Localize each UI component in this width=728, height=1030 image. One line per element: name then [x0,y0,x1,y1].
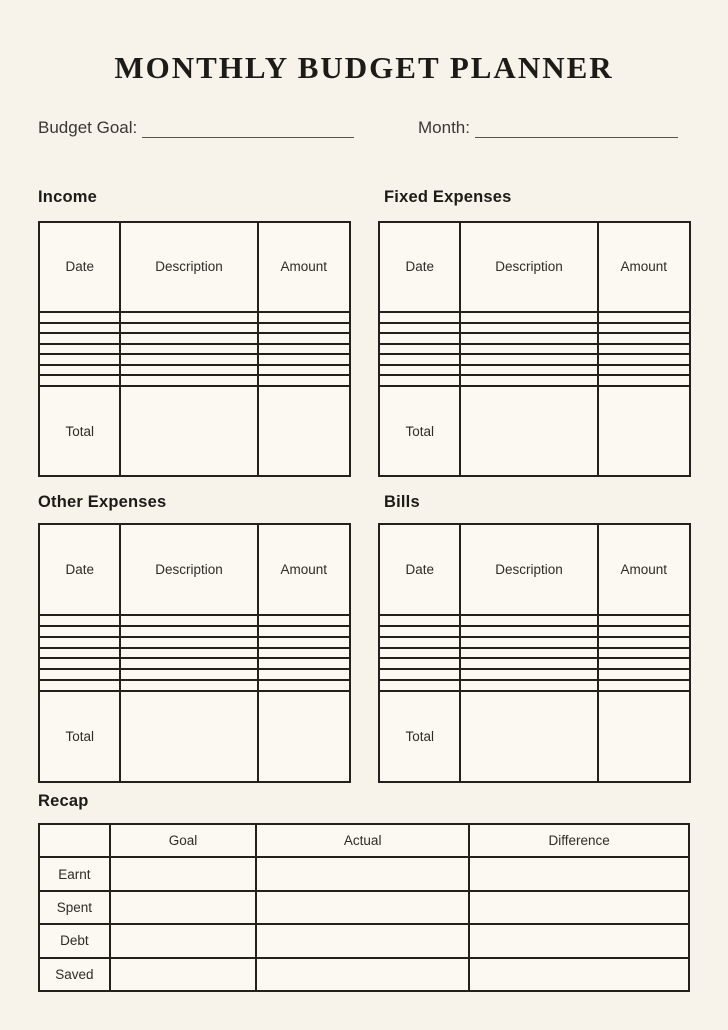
section-title-bills: Bills [384,493,420,511]
table-row [379,323,690,334]
table-row [39,637,350,648]
entry-cell[interactable] [379,333,460,344]
entry-cell[interactable] [39,365,120,376]
entry-cell[interactable] [120,323,257,334]
table-row [39,333,350,344]
total-label-cell: Total [39,691,120,782]
table-row [39,626,350,637]
entry-cell[interactable] [258,626,350,637]
entry-cell[interactable] [598,648,690,659]
entry-cell[interactable] [256,857,469,890]
table-row [39,615,350,626]
entry-cell[interactable] [120,637,257,648]
entry-cell[interactable] [258,637,350,648]
column-header: Date [39,524,120,615]
column-header: Date [39,222,120,312]
entry-cell[interactable] [469,891,689,924]
entry-cell[interactable] [258,680,350,691]
row-label-cell: Earnt [39,857,110,890]
entry-cell[interactable] [460,365,597,376]
column-header: Description [120,222,257,312]
total-row [379,386,690,476]
entry-cell[interactable] [460,386,597,476]
table-row [39,365,350,376]
entry-cell[interactable] [258,691,350,782]
entry-cell[interactable] [120,354,257,365]
entry-cell[interactable] [598,375,690,386]
row-label-cell: Spent [39,891,110,924]
row-label-cell: Saved [39,958,110,991]
entry-cell[interactable] [120,669,257,680]
entry-cell[interactable] [120,312,257,323]
entry-cell[interactable] [469,958,689,991]
fixed-expenses-table [378,221,691,477]
column-header: Description [460,524,597,615]
entry-cell[interactable] [258,386,350,476]
column-header: Actual [256,824,469,857]
entry-cell[interactable] [120,333,257,344]
entry-cell[interactable] [598,344,690,355]
entry-cell[interactable] [460,344,597,355]
column-header: Amount [258,524,350,615]
table-row [379,333,690,344]
month-input[interactable] [475,112,678,138]
entry-cell[interactable] [460,375,597,386]
entry-cell[interactable] [110,958,256,991]
total-label-cell: Total [379,386,460,476]
entry-cell[interactable] [120,658,257,669]
entry-cell[interactable] [598,312,690,323]
entry-cell[interactable] [110,891,256,924]
table-row [39,924,689,957]
entry-cell[interactable] [460,354,597,365]
entry-cell[interactable] [460,312,597,323]
entry-cell[interactable] [39,637,120,648]
table-row [379,344,690,355]
entry-cell[interactable] [120,365,257,376]
header-row [379,222,690,312]
month-field [418,112,678,138]
entry-cell[interactable] [258,375,350,386]
column-header: Goal [110,824,256,857]
entry-cell[interactable] [110,857,256,890]
entry-cell[interactable] [379,626,460,637]
table-row [39,680,350,691]
table-row [379,312,690,323]
month-label: Month: [418,118,470,138]
section-title-fixed-expenses: Fixed Expenses [384,188,512,206]
table-row [39,648,350,659]
entry-cell[interactable] [39,615,120,626]
total-label-cell: Total [39,386,120,476]
total-label-cell: Total [379,691,460,782]
table-row [379,648,690,659]
income-table [38,221,351,477]
entry-cell[interactable] [598,386,690,476]
table-row [379,637,690,648]
entry-cell[interactable] [39,323,120,334]
entry-cell[interactable] [258,354,350,365]
column-header: Description [460,222,597,312]
entry-cell[interactable] [120,648,257,659]
table-row [379,658,690,669]
entry-cell[interactable] [598,637,690,648]
table-row [379,365,690,376]
entry-cell[interactable] [469,924,689,957]
budget-goal-input[interactable] [142,112,354,138]
header-row [39,222,350,312]
other-expenses-table [38,523,351,783]
table-row [39,375,350,386]
entry-cell[interactable] [598,323,690,334]
header-row [39,524,350,615]
section-title-income: Income [38,188,97,206]
table-row [379,615,690,626]
entry-cell[interactable] [256,891,469,924]
table-row [379,669,690,680]
entry-cell[interactable] [379,344,460,355]
recap-table [38,823,690,992]
entry-cell[interactable] [379,669,460,680]
header-row [379,524,690,615]
entry-cell[interactable] [460,669,597,680]
entry-cell[interactable] [379,312,460,323]
entry-cell[interactable] [598,669,690,680]
entry-cell[interactable] [120,680,257,691]
table-row [379,626,690,637]
entry-cell[interactable] [379,648,460,659]
entry-cell[interactable] [39,680,120,691]
entry-cell[interactable] [39,375,120,386]
column-header: Amount [258,222,350,312]
entry-cell[interactable] [379,637,460,648]
page-title: MONTHLY BUDGET PLANNER [114,50,614,85]
entry-cell[interactable] [258,323,350,334]
total-row [39,691,350,782]
table-row [39,669,350,680]
entry-cell[interactable] [39,333,120,344]
table-row [39,658,350,669]
table-row [379,680,690,691]
entry-cell[interactable] [258,365,350,376]
entry-cell[interactable] [460,648,597,659]
entry-cell[interactable] [39,669,120,680]
entry-cell[interactable] [120,691,257,782]
entry-cell[interactable] [39,312,120,323]
column-header: Difference [469,824,689,857]
table-row [39,891,689,924]
entry-cell[interactable] [258,312,350,323]
entry-cell[interactable] [460,323,597,334]
entry-cell[interactable] [379,375,460,386]
entry-cell[interactable] [460,680,597,691]
bills-table [378,523,691,783]
table-row [39,312,350,323]
entry-cell[interactable] [39,658,120,669]
entry-cell[interactable] [120,344,257,355]
table-row [379,375,690,386]
header-row [39,824,689,857]
table-row [39,958,689,991]
section-title-other-expenses: Other Expenses [38,493,167,511]
budget-goal-label: Budget Goal: [38,118,138,138]
entry-cell[interactable] [469,857,689,890]
entry-cell[interactable] [256,958,469,991]
column-header-empty [39,824,110,857]
column-header: Amount [598,524,690,615]
total-row [39,386,350,476]
entry-cell[interactable] [39,344,120,355]
entry-cell[interactable] [598,365,690,376]
entry-cell[interactable] [598,691,690,782]
entry-cell[interactable] [598,354,690,365]
column-header: Date [379,222,460,312]
entry-cell[interactable] [379,680,460,691]
table-row [379,354,690,365]
entry-cell[interactable] [120,386,257,476]
column-header: Description [120,524,257,615]
entry-cell[interactable] [598,680,690,691]
entry-cell[interactable] [258,333,350,344]
table-row [39,354,350,365]
entry-cell[interactable] [120,615,257,626]
entry-cell[interactable] [39,354,120,365]
entry-cell[interactable] [39,648,120,659]
entry-cell[interactable] [460,615,597,626]
entry-cell[interactable] [379,323,460,334]
entry-cell[interactable] [258,669,350,680]
entry-cell[interactable] [379,615,460,626]
table-row [39,344,350,355]
entry-cell[interactable] [460,658,597,669]
entry-cell[interactable] [598,626,690,637]
entry-cell[interactable] [256,924,469,957]
column-header: Amount [598,222,690,312]
table-row [39,323,350,334]
row-label-cell: Debt [39,924,110,957]
section-title-recap: Recap [38,792,89,810]
entry-cell[interactable] [39,626,120,637]
column-header: Date [379,524,460,615]
entry-cell[interactable] [379,354,460,365]
entry-cell[interactable] [258,344,350,355]
entry-cell[interactable] [120,626,257,637]
table-row [39,857,689,890]
entry-cell[interactable] [258,615,350,626]
entry-cell[interactable] [258,648,350,659]
entry-cell[interactable] [379,658,460,669]
entry-cell[interactable] [460,626,597,637]
entry-cell[interactable] [598,333,690,344]
entry-cell[interactable] [460,691,597,782]
entry-cell[interactable] [460,333,597,344]
entry-cell[interactable] [460,637,597,648]
entry-cell[interactable] [379,365,460,376]
entry-cell[interactable] [258,658,350,669]
entry-cell[interactable] [110,924,256,957]
total-row [379,691,690,782]
entry-cell[interactable] [598,615,690,626]
entry-cell[interactable] [598,658,690,669]
entry-cell[interactable] [120,375,257,386]
budget-goal-field [38,112,354,138]
